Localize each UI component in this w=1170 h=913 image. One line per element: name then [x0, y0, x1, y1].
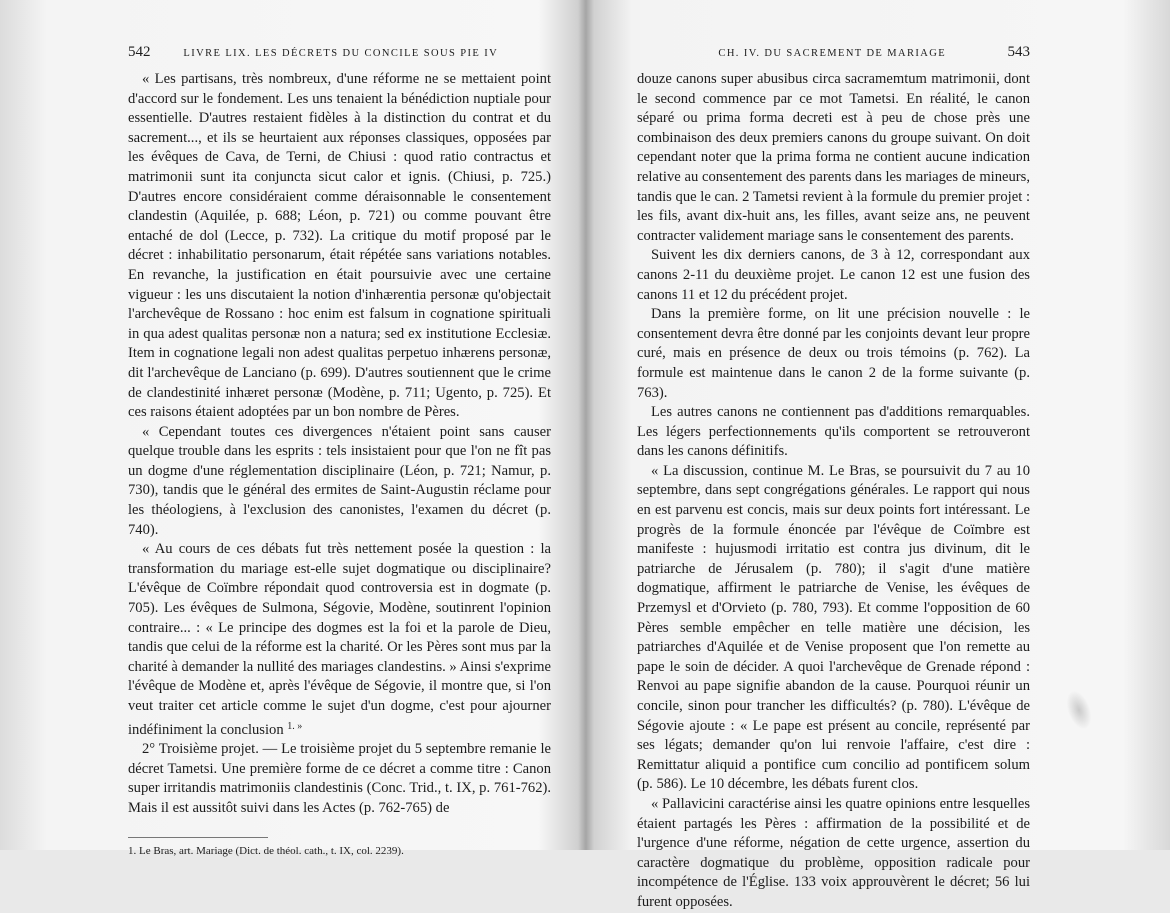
right-body — [637, 70, 1030, 913]
left-running-head — [128, 44, 551, 62]
paragraph: « Les partisans, très nombreux, d'une réforme ne se mettaient point d'accord sur le fondement. Les uns tenaient la bénédiction nuptiale pour essentielle. D'autres restaient fidèles à la distinction du contrat et du sacrement..., et ils se heurtaient aux réponses classiques, opposées par les évêques de Cava, de Terni, de Chiusi : quod ratio contractus et matrimonii sunt ita conjuncta sicut calor et ignis. (Chiusi, p. 725.) D'autres encore considéraient comme déraisonnable le consentement clandestin (Aquilée, p. 688; Léon, p. 721) ou comme pouvant être entaché de dol (Lecce, p. 732). La critique du motif proposé par le décret : inhabilitatio personarum, était répétée sans variations notables. En revanche, la justification en était poursuivie avec une certaine vigueur : les uns discutaient la notion d'inhærentia personæ qu'objectait l'archevêque de Rossano : hoc enim est falsum in cognatione spirituali in qua adest qualitas personæ non a natura; sed ex institutione Ecclesiæ. Item in cognatione legali non adest qualitas perpetuo inhærens personæ, dit l'archevêque de Lanciano (p. 699). D'autres soutiennent que le crime de clandestinité inhæret personæ (Modène, p. 711; Ugento, p. 725). Et ces raisons étaient adoptées par un bon nombre de Pères. — [128, 71, 551, 421]
paragraph: « Cependant toutes ces divergences n'étaient point sans causer quelque trouble dans les esprits : tels insistaient pour que l'on ne fît pas un dogme d'une réglementation disciplinaire (Léon, p. 721; Namur, p. 730), tandis que le général des ermites de Saint-Augustin réclame pour les théologiens, à l'exclusion des canonistes, l'examen du décret (p. 740). — [128, 423, 551, 538]
paragraph: « La discussion, continue M. Le Bras, se poursuivit du 7 au 10 septembre, dans sept congrégations générales. Le rapport qui nous en est parvenu est concis, mais sur deux points fort intéressant. Le progrès de la formule énoncée par l'évêque de Coïmbre est manifeste : hujusmodi irritatio est contra jus divinum, dit le patriarche de Jérusalem (p. 780); il s'agit d'une matière dogmatique, affirment le patriarche de Venise, les évêques de Przemysl et d'Orvieto (p. 780, 793). Et comme l'opposition de 60 Pères semble empêcher en telle matière une décision, les patriarches d'Aquilée et de Venise proposent que l'on remette au pape le soin de décider. A quoi l'archevêque de Grenade répond : Renvoi au pape signifie abandon de la cause. Pourquoi réunir un concile, sinon pour trancher les difficultés? (p. 780). L'évêque de Ségovie ajoute : « Le pape est présent au concile, représenté par ses légats; demander qu'on lui renvoie l'affaire, c'est dire : Remittatur aliquid a pontifice cum concilio ad pontificem solum (p. 586). Le 10 décembre, les débats furent clos. — [637, 462, 1030, 793]
left-body — [128, 70, 551, 819]
left-header-title: LIVRE LIX. LES DÉCRETS DU CONCILE SOUS PIE IV — [183, 48, 499, 59]
paragraph: Dans la première forme, on lit une précision nouvelle : le consentement devra être donné par les conjoints devant leur propre curé, mais en présence de deux ou trois témoins (p. 762). La formule est maintenue dans le canon 2 de la forme suivante (p. 763). — [637, 306, 1030, 401]
paragraph: Les autres canons ne contiennent pas d'additions remarquables. Les légers perfectionnements qu'ils comportent se retrouveront dans les canons définitifs. — [637, 404, 1030, 460]
right-header-title: CH. IV. DU SACREMENT DE MARIAGE — [718, 48, 947, 59]
paragraph: douze canons super abusibus circa sacramemtum matrimonii, dont le second commence par ce mot Tametsi. En réalité, le canon séparé ou prima forma decreti est à peu de chose près une combinaison des deux premiers canons du groupe suivant. On doit cependant noter que la prima forma ne contient aucune indication relative au consentement des parents dans les mariages de mineurs, tandis que le can. 2 Tametsi revient à la formule du premier projet : les fils, avant dix-huit ans, les filles, avant seize ans, ne peuvent contracter validement mariage sans le consentement des parents. — [637, 71, 1030, 244]
paragraph: « Pallavicini caractérise ainsi les quatre opinions entre lesquelles étaient partagés les Pères : affirmation de la possibilité et de l'urgence d'une réforme, négation de cette urgence, assertion du caractère dogmatique du problème, opposition radicale pour incompétence de l'Église. 133 voix approuvèrent le décret; 56 lui furent opposées. — [637, 795, 1030, 910]
paragraph-text: « Au cours de ces débats fut très nettement posée la question : la transformation du mariage est-elle sujet dogmatique ou disciplinaire? L'évêque de Coïmbre répondait quod controversia est in dogmate (p. 705). Les évêques de Sulmona, Ségovie, Modène, soutinrent l'opinion contraire... : « Le principe des dogmes est la foi et la parole de Dieu, tandis que celui de la réforme est la charité. Or les Pères sont mus par la charité à demander la nullité des mariages clandestins. » Ainsi s'exprime l'évêque de Modène et, après l'évêque de Ségovie, il montre que, si l'on veut traiter cet article comme le sujet d'un dogme, c'est pour ajourner indéfiniment la conclusion — [128, 541, 551, 738]
footnote-divider — [128, 837, 268, 838]
paragraph: Suivent les dix derniers canons, de 3 à 12, correspondant aux canons 2-11 du deuxième projet. Le canon 12 est une fusion des canons 11 et 12 du précédent projet. — [637, 247, 1030, 303]
footnote-reference[interactable]: 1. » — [287, 720, 303, 732]
left-page — [0, 0, 585, 857]
right-page-number: 543 — [1007, 44, 1030, 60]
footnote: 1. Le Bras, art. Mariage (Dict. de théol. cath., t. IX, col. 2239). — [128, 844, 404, 857]
paragraph — [128, 540, 551, 740]
paragraph: 2° Troisième projet. — Le troisième projet du 5 septembre remanie le décret Tametsi. Une première forme de ce décret a comme titre : Canon super irritandis matrimoniis clandestinis (Conc. Trid., t. IX, p. 761-762). Mais il est aussitôt suivi dans les Actes (p. 762-765) de — [128, 741, 551, 816]
right-running-head — [637, 44, 1030, 62]
left-page-number: 542 — [128, 44, 151, 60]
